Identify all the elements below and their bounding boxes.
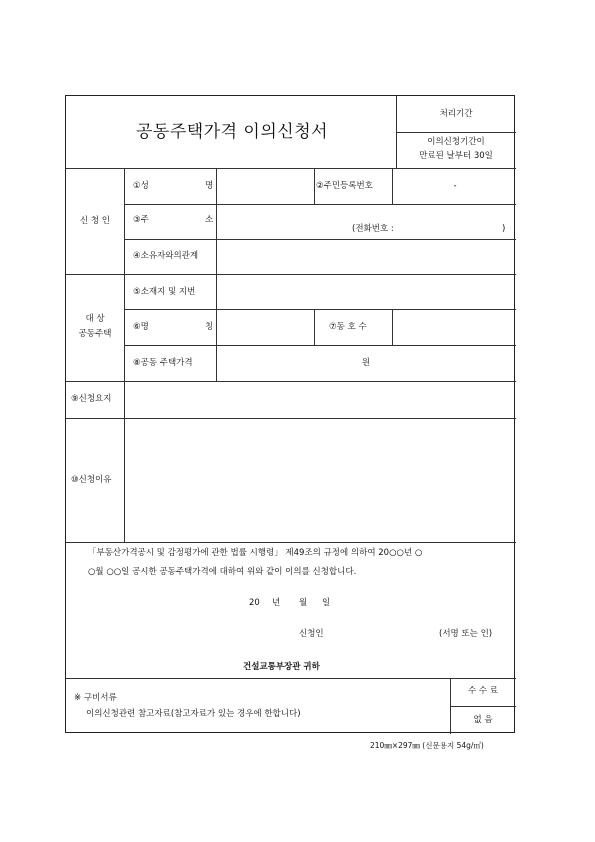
phone-close: ): [502, 224, 506, 234]
date-year-suffix: 년: [272, 598, 281, 608]
request-summary-label: ⑨신청요지: [71, 394, 112, 404]
processing-period-value-line1: 이의신청기간이: [427, 137, 485, 147]
divider: [66, 381, 516, 382]
divider: [450, 678, 451, 734]
unit-field[interactable]: [398, 321, 508, 333]
divider: [124, 345, 516, 346]
location-field[interactable]: [222, 286, 508, 298]
unit-label: ⑦동 호 수: [329, 322, 367, 332]
fee-value: 없 음: [473, 715, 493, 725]
target-section-label-line1: 대 상: [85, 314, 105, 324]
address-label-2: 소: [205, 215, 214, 225]
divider: [450, 706, 516, 707]
request-reason-label: ⑩신청이유: [71, 475, 112, 485]
name-label: ①성: [133, 181, 149, 191]
price-unit: 원: [361, 358, 371, 368]
divider: [216, 168, 217, 381]
attachments-heading: ※ 구비서류: [74, 693, 117, 703]
target-section-label-line2: 공동주택: [78, 329, 112, 339]
declaration-line2: ○월 ○○일 공시한 공동주택가격에 대하여 위와 같이 이의를 신청합니다.: [88, 567, 357, 577]
applicant-sign-label: 신청인: [299, 629, 324, 639]
declaration-line1: 「부동산가격공시 및 감정평가에 관한 법률 시행령」 제49조의 규정에 의하여 20○○년 ○: [88, 548, 423, 558]
divider: [314, 309, 315, 345]
processing-period-value-line2: 만료된 날부터 30일: [419, 151, 493, 161]
divider: [124, 204, 516, 205]
resident-number-label: ②주민등록번호: [316, 181, 373, 191]
form-title: 공동주택가격 이의신청서: [136, 122, 329, 142]
date-month: 월: [299, 598, 308, 608]
request-reason-field[interactable]: [130, 426, 508, 534]
phone-label: (전화번호 :: [352, 224, 394, 234]
building-name-label-2: 칭: [205, 322, 214, 332]
divider: [66, 542, 516, 543]
price-label: ⑧공동 주택가격: [133, 358, 193, 368]
paper-spec-footer: 210㎜×297㎜ (신문용지 54g/㎡): [370, 741, 484, 750]
divider: [396, 132, 516, 133]
attachments-item: 이의신청관련 참고자료(참고자료가 있는 경우에 한합니다): [86, 709, 301, 719]
divider: [124, 168, 125, 542]
addressee: 건설교통부장관 귀하: [243, 662, 320, 672]
name-field[interactable]: [243, 182, 313, 194]
name-label-2: 명: [205, 181, 214, 191]
relation-label: ④소유자와의관계: [133, 251, 199, 261]
location-label: ⑤소재지 및 지번: [133, 287, 196, 297]
divider: [66, 418, 516, 419]
date-year: 20: [249, 598, 260, 608]
building-name-field[interactable]: [222, 321, 310, 333]
date-day: 일: [322, 598, 331, 608]
divider: [314, 168, 315, 204]
relation-field[interactable]: [222, 250, 508, 262]
request-summary-field[interactable]: [130, 388, 508, 410]
divider: [396, 96, 397, 168]
applicant-section-label: 신 청 인: [79, 216, 111, 226]
address-field[interactable]: [222, 207, 508, 219]
building-name-label: ⑥명: [133, 322, 149, 332]
address-label: ③주: [133, 215, 149, 225]
signature-label: (서명 또는 인): [439, 629, 493, 639]
divider: [124, 309, 516, 310]
application-form: [65, 95, 515, 733]
divider: [392, 168, 393, 204]
fee-label: 수 수 료: [467, 686, 499, 696]
processing-period-label: 처리기간: [439, 109, 473, 119]
divider: [392, 309, 393, 345]
resident-number-field[interactable]: -: [453, 181, 457, 191]
divider: [66, 168, 516, 169]
divider: [124, 239, 516, 240]
divider: [66, 274, 516, 275]
divider: [66, 678, 516, 679]
